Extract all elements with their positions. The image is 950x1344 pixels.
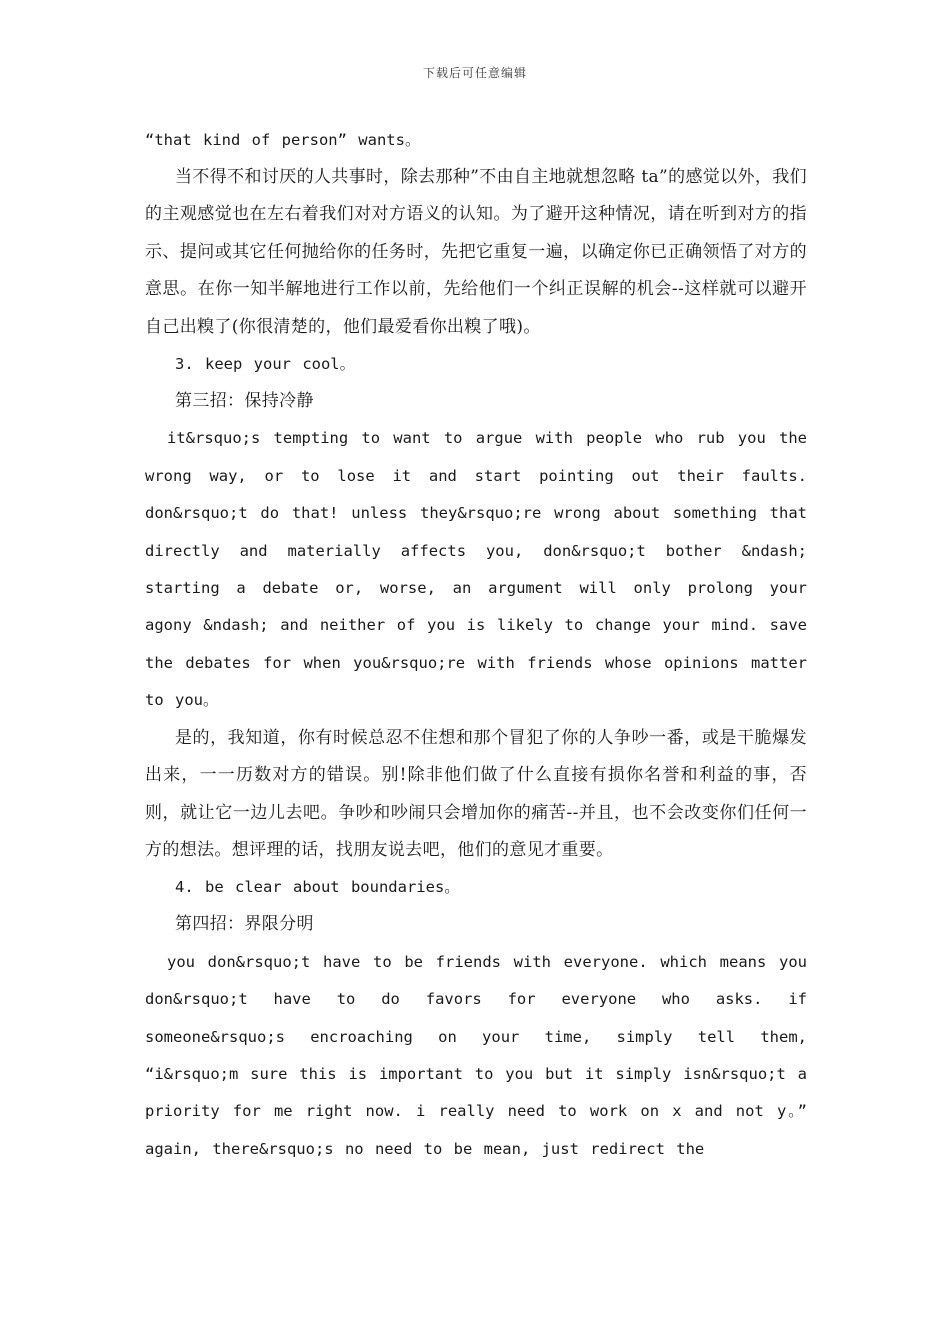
section-heading-4-en: 4. be clear about boundaries。 bbox=[175, 878, 460, 897]
paragraph-6: 是的，我知道，你有时候总忍不住想和那个冒犯了你的人争吵一番，或是干脆爆发出来，一一历数对方的错误。别!除非他们做了什么直接有损你名誉和利益的事，否则，就让它一边儿去吧。争吵和吵闹只会增加你的痛苦--并且，也不会改变你们任何一方的想法。想评理的话，找朋友说去吧，他们的意见才重要。 bbox=[145, 727, 807, 860]
page-header: 下载后可任意编辑 bbox=[422, 66, 527, 80]
paragraph-1: “that kind of person” wants。 bbox=[145, 131, 421, 149]
paragraph-9: you don&rsquo;t have to be friends with everyone. which means you don&rsquo;t have to do favors for everyone who asks. if someone&rsquo;s encroaching on your time, simply tell them, “i&rsquo;m sure this is important to you but it simply isn&rsquo;t a priority for me right now. i really need to work on x and not y。” again, there&rsquo;s no need to be mean, just redirect the bbox=[145, 952, 807, 1158]
document-body bbox=[145, 122, 807, 1168]
section-heading-4-zh: 第四招：界限分明 bbox=[175, 914, 314, 935]
section-heading-3-en: 3. keep your cool。 bbox=[175, 355, 356, 374]
paragraph-2: 当不得不和讨厌的人共事时，除去那种”不由自主地就想忽略 ta”的感觉以外，我们的主观感觉也在左右着我们对对方语义的认知。为了避开这种情况，请在听到对方的指示、提问或其它任何抛给你的任务时，先把它重复一遍，以确定你已正确领悟了对方的意思。在你一知半解地进行工作以前，先给他们一个纠正误解的机会--这样就可以避开自己出糗了(你很清楚的，他们最爱看你出糗了哦)。 bbox=[145, 167, 807, 337]
paragraph-5: it&rsquo;s tempting to want to argue with people who rub you the wrong way, or to lose it and start pointing out their faults. don&rsquo;t do that! unless they&rsquo;re wrong about something that directly and materially affects you, don&rsquo;t bother &ndash; starting a debate or, worse, an argument will only prolong your agony &ndash; and neither of you is likely to change your mind. save the debates for when you&rsquo;re with friends whose opinions matter to you。 bbox=[145, 429, 807, 710]
section-heading-3-zh: 第三招：保持冷静 bbox=[175, 391, 314, 412]
